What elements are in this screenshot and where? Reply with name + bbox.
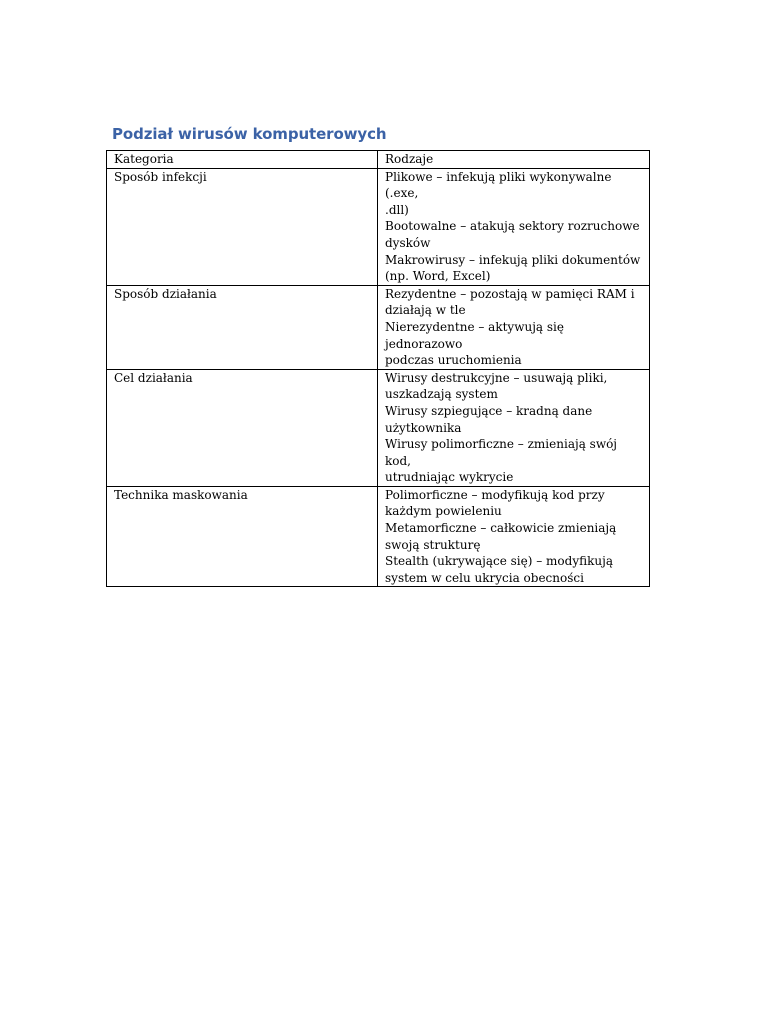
type-line: użytkownika (385, 420, 462, 435)
types-cell (378, 369, 650, 486)
types-cell (378, 285, 650, 369)
category-cell: Sposób działania (107, 285, 378, 369)
virus-classification-table (106, 150, 650, 587)
type-line: Makrowirusy – infekują pliki dokumentów (385, 252, 641, 267)
header-category: Kategoria (107, 151, 378, 169)
type-line: Rezydentne – pozostają w pamięci RAM i (385, 286, 635, 301)
type-line: Wirusy polimorficzne – zmieniają swój kod, (385, 437, 618, 468)
category-cell: Cel działania (107, 369, 378, 486)
types-cell (378, 168, 650, 285)
category-cell: Technika maskowania (107, 486, 378, 587)
type-line: uszkadzają system (385, 387, 498, 402)
type-line: Metamorficzne – całkowicie zmieniają (385, 521, 617, 536)
type-line: (np. Word, Excel) (385, 269, 491, 284)
table-row (107, 486, 650, 587)
table-row (107, 285, 650, 369)
type-line: system w celu ukrycia obecności (385, 570, 584, 585)
type-line: utrudniając wykrycie (385, 470, 514, 485)
type-line: każdym powieleniu (385, 504, 502, 519)
type-line: Wirusy destrukcyjne – usuwają pliki, (385, 370, 608, 385)
types-cell (378, 486, 650, 587)
type-line: Bootowalne – atakują sektory rozruchowe (385, 219, 640, 234)
type-line: działają w tle (385, 303, 466, 318)
type-line: podczas uruchomienia (385, 353, 522, 368)
type-line: Polimorficzne – modyfikują kod przy (385, 487, 605, 502)
header-types: Rodzaje (378, 151, 650, 169)
table-row (107, 168, 650, 285)
type-line: Nierezydentne – aktywują się jednorazowo (385, 319, 564, 351)
type-line: Wirusy szpiegujące – kradną dane (385, 403, 593, 418)
type-line: Stealth (ukrywające się) – modyfikują (385, 554, 613, 569)
table-row (107, 369, 650, 486)
type-line: .dll) (385, 202, 409, 217)
type-line: Plikowe – infekują pliki wykonywalne (.exe, (385, 169, 612, 201)
document-title: Podział wirusów komputerowych (112, 125, 387, 143)
table-header-row (107, 151, 650, 169)
category-cell: Sposób infekcji (107, 168, 378, 285)
type-line: dysków (385, 235, 431, 250)
type-line: swoją strukturę (385, 537, 481, 552)
